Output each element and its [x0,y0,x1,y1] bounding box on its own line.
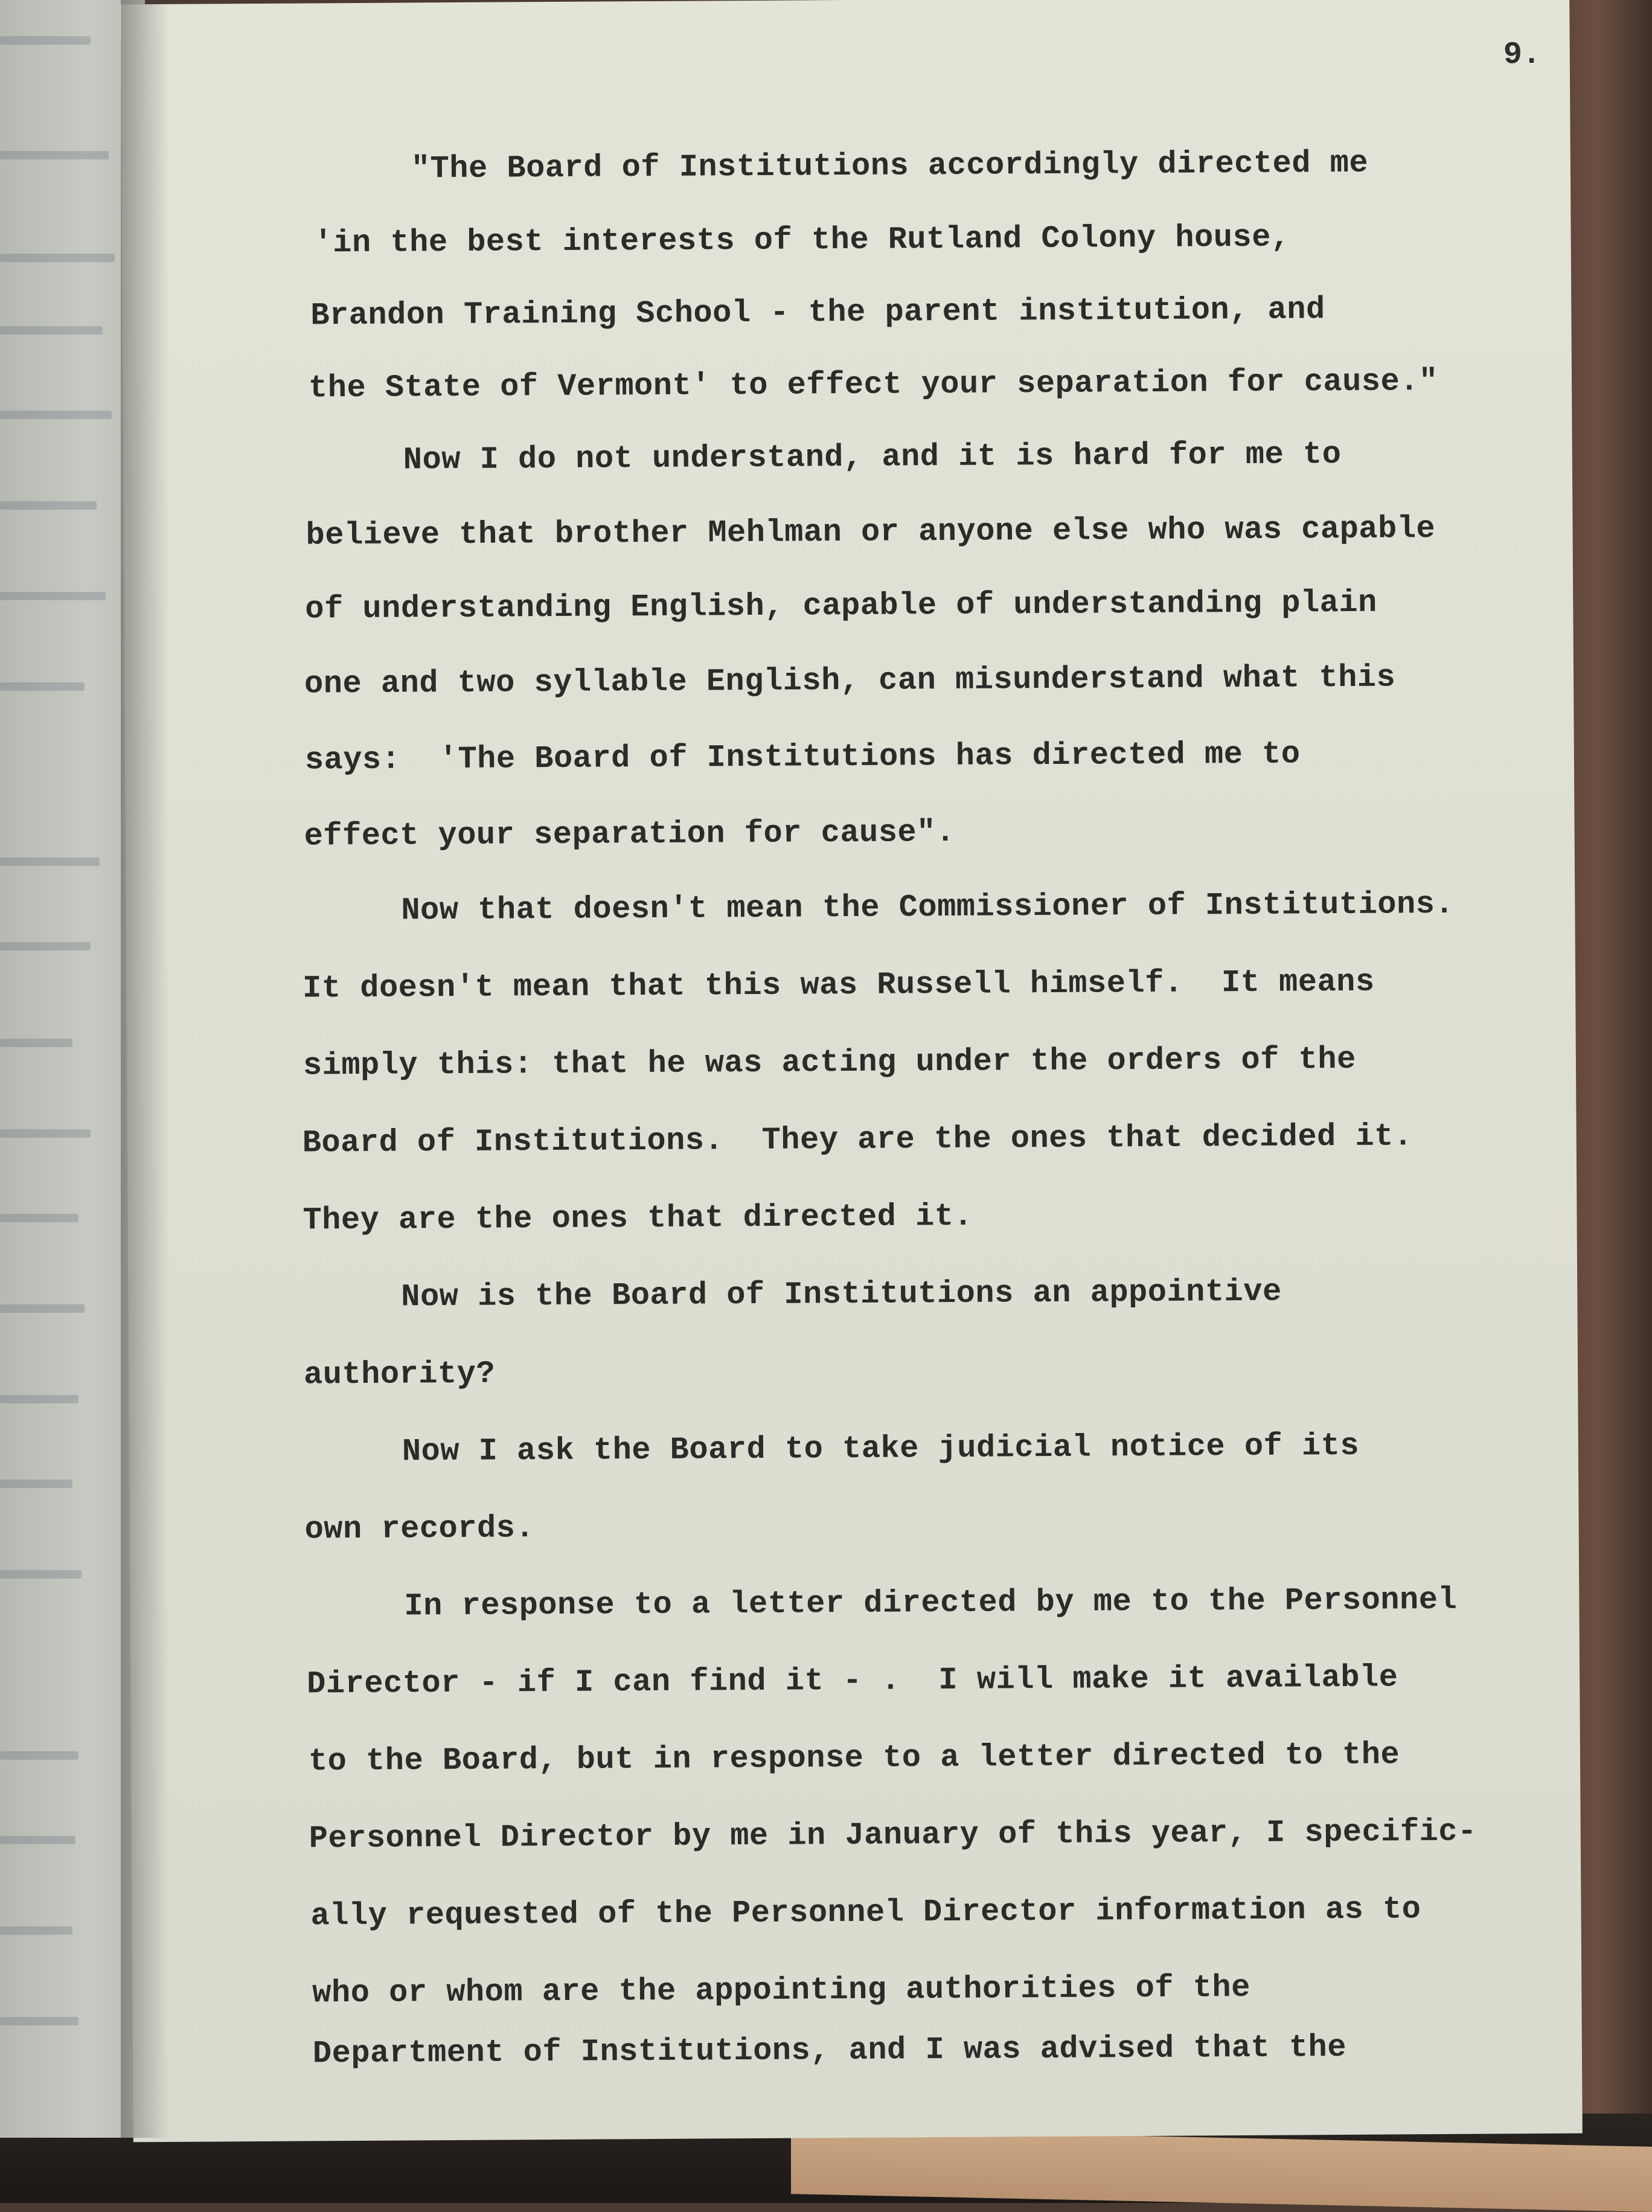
ghost-text [0,151,109,159]
ghost-text [0,1129,91,1138]
text-line: Now is the Board of Institutions an appointive [401,1274,1282,1315]
ghost-text [0,1039,72,1047]
ghost-text [0,682,85,691]
text-line: Now I do not understand, and it is hard for me to [403,437,1342,478]
ghost-text [0,1751,78,1760]
ghost-text [0,1570,82,1579]
text-line: 'in the best interests of the Rutland Colony house, [313,219,1290,261]
text-line: ally requested of the Personnel Director information as to [310,1891,1421,1934]
page-number: 9. [1503,36,1542,73]
text-line: Brandon Training School - the parent institution, and [310,292,1325,334]
ghost-text [0,1214,78,1222]
ghost-text [0,592,106,600]
page-gutter-shadow [121,0,169,2138]
text-line: Board of Institutions. They are the ones that decided it. [302,1118,1413,1161]
text-line: simply this: that he was acting under the orders of the [303,1041,1356,1084]
ghost-text [0,1479,72,1488]
text-line: They are the ones that directed it. [303,1198,973,1239]
text-line: of understanding English, capable of understanding plain [305,585,1377,627]
text-line: "The Board of Institutions accordingly directed me [411,145,1369,187]
ghost-text [0,411,112,419]
text-line: It doesn't mean that this was Russell himself. It means [302,964,1375,1007]
text-line: In response to a letter directed by me to the Personnel [404,1582,1458,1624]
text-line: says: 'The Board of Institutions has directed me to [304,736,1301,778]
ghost-text [0,1395,78,1403]
text-line: Director - if I can find it - . I will make it available [307,1659,1398,1702]
ghost-text [0,501,97,510]
ghost-text [0,2017,78,2025]
ghost-text [0,326,103,335]
ghost-text [0,858,100,866]
text-line: one and two syllable English, can misunderstand what this [304,659,1396,702]
typed-page [120,0,1583,2142]
text-line: the State of Vermont' to effect your separation for cause." [308,364,1438,406]
text-line: Department of Institutions, and I was advised that the [312,2030,1347,2072]
text-line: who or whom are the appointing authorities of the [312,1969,1251,2012]
text-line: Now that doesn't mean the Commissioner of Institutions. [401,886,1455,929]
ghost-text [0,254,115,262]
text-line: to the Board, but in response to a letter directed to the [308,1737,1400,1780]
text-line: effect your separation for cause". [304,814,955,854]
text-line: Personnel Director by me in January of this year, I specific- [309,1813,1477,1857]
ghost-text [0,1304,85,1313]
text-line: own records. [304,1510,535,1548]
ghost-text [0,1926,72,1935]
ghost-text [0,942,91,951]
ghost-text [0,1836,75,1844]
ghost-text [0,36,91,45]
text-line: authority? [303,1356,496,1393]
text-line: believe that brother Mehlman or anyone else who was capable [306,511,1436,554]
text-line: Now I ask the Board to take judicial notice of its [402,1428,1360,1470]
